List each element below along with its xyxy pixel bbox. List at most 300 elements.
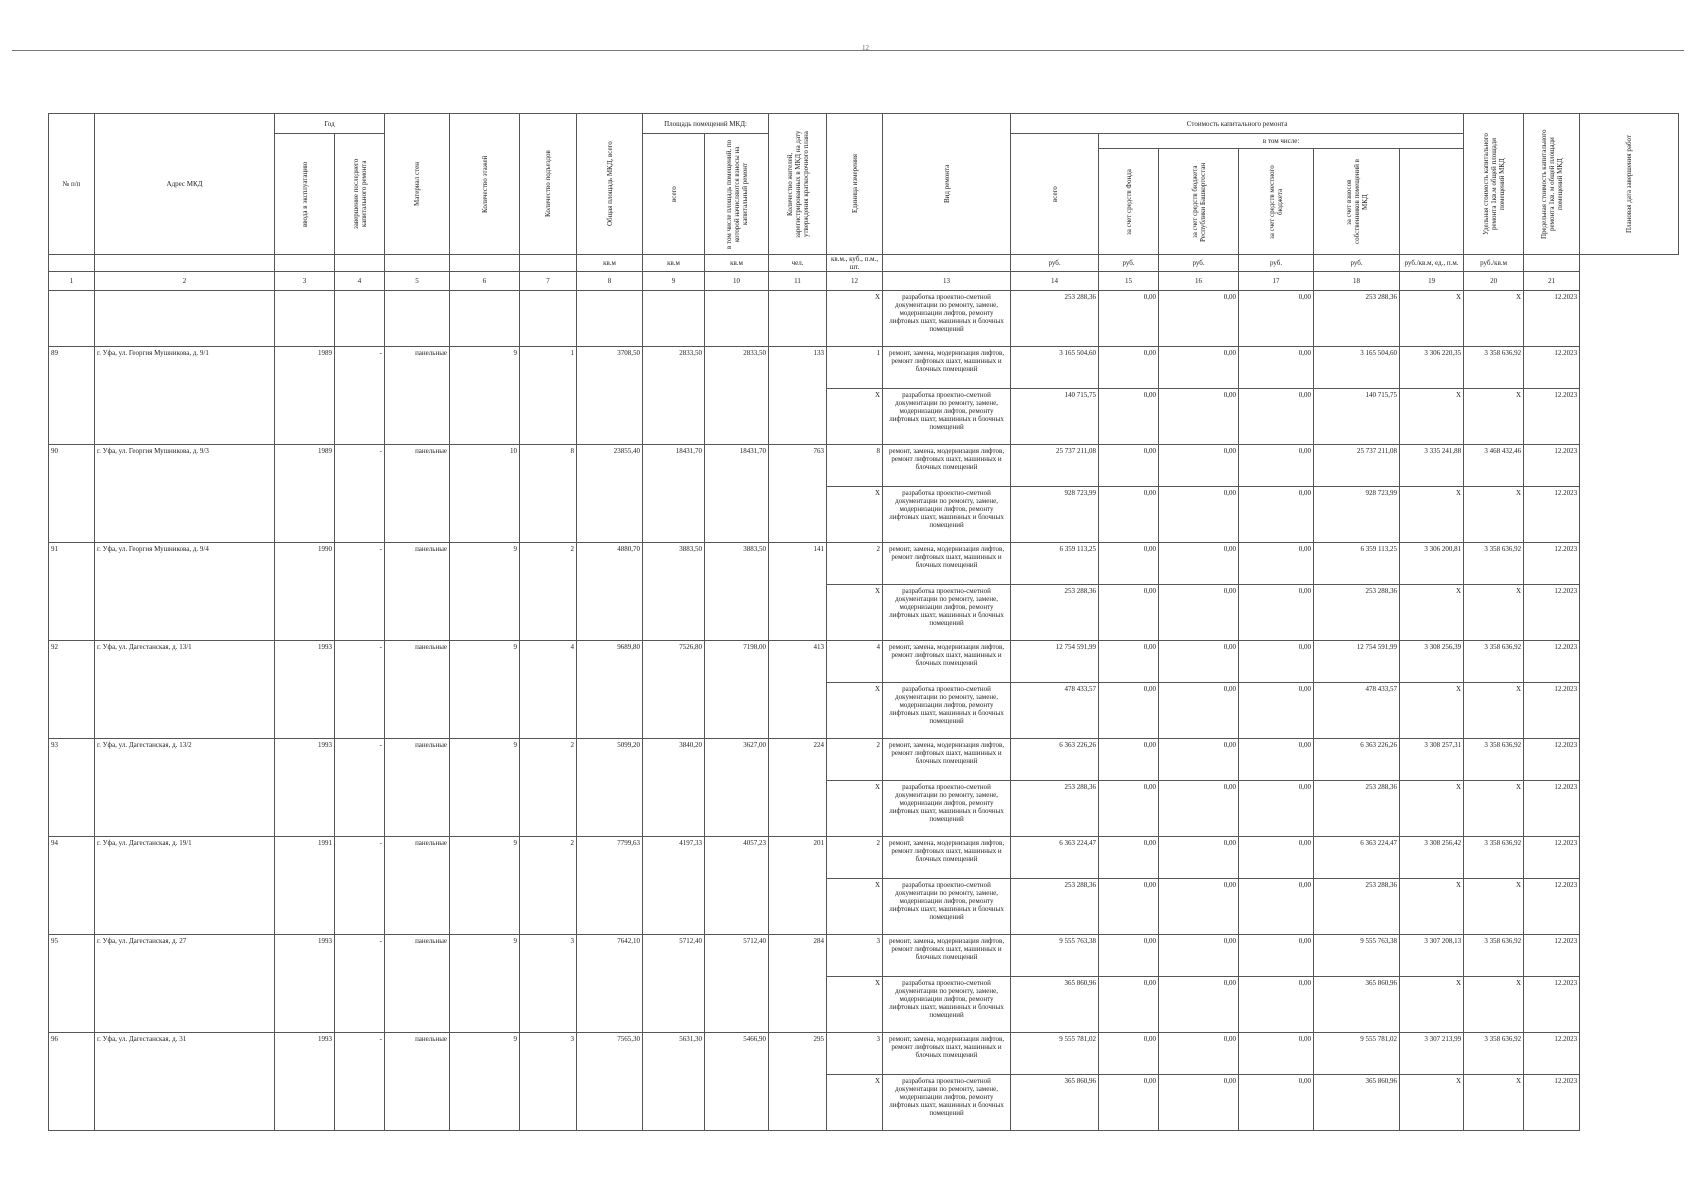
row-unit-cost: 3 308 256,42 [1400,837,1464,879]
row-local: 0,00 [1239,389,1314,445]
row-local: 0,00 [1239,445,1314,487]
row-premises-paying: 2833,50 [705,347,769,445]
row-premises-area: 4197,33 [643,837,705,935]
column-number: 16 [1159,272,1239,291]
row-work-type: ремонт, замена, модернизация лифтов, ремонт лифтовых шахт, машинных и блочных помещений [883,641,1011,683]
row-year: 1993 [275,1033,335,1131]
row-premises-area: 3883,50 [643,543,705,641]
row-number: 96 [49,1033,95,1131]
row-republic: 0,00 [1159,739,1239,781]
row-number: 93 [49,739,95,837]
row-unit-cost: X [1400,1075,1464,1131]
row-address: г. Уфа, ул. Георгия Мушникова, д. 9/4 [95,543,275,641]
row-unit-cost: X [1400,781,1464,837]
row-local: 0,00 [1239,837,1314,879]
row-wall-material: панельные [385,837,450,935]
row-number: 92 [49,641,95,739]
row-work-type: ремонт, замена, модернизация лифтов, ремонт лифтовых шахт, машинных и блочных помещений [883,445,1011,487]
table-row [49,445,1679,487]
row-republic: 0,00 [1159,781,1239,837]
row-premises-area: 5631,30 [643,1033,705,1131]
row-owners: 9 555 781,02 [1314,1033,1400,1075]
unit-cell: руб. [1011,255,1099,272]
row-republic: 0,00 [1159,935,1239,977]
column-number: 20 [1464,272,1524,291]
row-floors: 9 [450,543,520,641]
row-republic: 0,00 [1159,837,1239,879]
row-unit: X [827,1075,883,1131]
row-date: 12.2023 [1524,879,1580,935]
row-unit-cost: 3 335 241,88 [1400,445,1464,487]
row-wall-material: панельные [385,739,450,837]
column-number: 3 [275,272,335,291]
header-cost-republic: за счет средств бюджета Республики Башкортостан [1159,149,1239,255]
row-address: г. Уфа, ул. Дагестанская, д. 13/2 [95,739,275,837]
row-local: 0,00 [1239,1033,1314,1075]
row-owners: 6 363 226,26 [1314,739,1400,781]
row-total-area: 7565,30 [577,1033,643,1131]
row-republic: 0,00 [1159,445,1239,487]
row-owners: 365 860,96 [1314,977,1400,1033]
column-number: 19 [1400,272,1464,291]
unit-cell: кв.м [643,255,705,272]
row-date: 12.2023 [1524,641,1580,683]
table-row [49,347,1679,389]
column-number: 8 [577,272,643,291]
row-total: 478 433,57 [1011,683,1099,739]
row-owners: 478 433,57 [1314,683,1400,739]
row-date: 12.2023 [1524,445,1580,487]
row-total: 9 555 763,38 [1011,935,1099,977]
row-limit: 3 358 636,92 [1464,935,1524,977]
row-fund: 0,00 [1099,739,1159,781]
row-local: 0,00 [1239,585,1314,641]
row-republic: 0,00 [1159,585,1239,641]
row-total-area: 7799,63 [577,837,643,935]
row-floors: 9 [450,739,520,837]
row-residents: 763 [769,445,827,543]
row-floors: 9 [450,1033,520,1131]
row-unit: 8 [827,445,883,487]
row-address: г. Уфа, ул. Дагестанская, д. 19/1 [95,837,275,935]
unit-cell: руб. [1314,255,1400,272]
row-total: 12 754 591,99 [1011,641,1099,683]
column-number: 13 [883,272,1011,291]
row-last-repair: - [335,1033,385,1131]
row-date: 12.2023 [1524,543,1580,585]
row-work-type: ремонт, замена, модернизация лифтов, ремонт лифтовых шахт, машинных и блочных помещений [883,347,1011,389]
column-number: 21 [1524,272,1580,291]
row-year: 1989 [275,445,335,543]
row-limit: X [1464,487,1524,543]
row-entrances: 4 [520,641,577,739]
row-entrances: 3 [520,935,577,1033]
row-local: 0,00 [1239,879,1314,935]
row-unit: 3 [827,935,883,977]
row-total: 25 737 211,08 [1011,445,1099,487]
row-unit-cost: X [1400,585,1464,641]
row-total: 253 288,36 [1011,781,1099,837]
column-number: 10 [705,272,769,291]
table-row [49,543,1679,585]
row-local: 0,00 [1239,543,1314,585]
row-fund: 0,00 [1099,347,1159,389]
row-last-repair: - [335,445,385,543]
row-premises-paying: 7198,00 [705,641,769,739]
row-fund: 0,00 [1099,445,1159,487]
row-limit: 3 358 636,92 [1464,1033,1524,1075]
unit-cell: руб./кв.м [1464,255,1524,272]
row-owners: 9 555 763,38 [1314,935,1400,977]
row-fund: 0,00 [1099,683,1159,739]
row-year: 1993 [275,641,335,739]
row-owners: 25 737 211,08 [1314,445,1400,487]
header-unit: Единица измерения [827,114,883,255]
row-republic: 0,00 [1159,641,1239,683]
row-entrances: 2 [520,739,577,837]
row-unit: X [827,879,883,935]
row-premises-paying: 5712,40 [705,935,769,1033]
row-address: г. Уфа, ул. Дагестанская, д. 31 [95,1033,275,1131]
row-entrances: 8 [520,445,577,543]
row-total-area: 9689,80 [577,641,643,739]
row-local: 0,00 [1239,739,1314,781]
row-residents: 141 [769,543,827,641]
table-row [49,935,1679,977]
row-republic: 0,00 [1159,977,1239,1033]
row-total: 9 555 781,02 [1011,1033,1099,1075]
row-floors: 9 [450,641,520,739]
row-limit: 3 468 432,46 [1464,445,1524,487]
header-unit-cost: Удельная стоимость капитального ремонта 1кв.м общей площади помещений МКД [1464,114,1524,255]
row-residents: 201 [769,837,827,935]
repair-plan-table [48,113,1679,1131]
column-number: 2 [95,272,275,291]
row-unit: X [827,487,883,543]
row-work-type: ремонт, замена, модернизация лифтов, ремонт лифтовых шахт, машинных и блочных помещений [883,1033,1011,1075]
row-wall-material: панельные [385,935,450,1033]
row-work-type: ремонт, замена, модернизация лифтов, ремонт лифтовых шахт, машинных и блочных помещений [883,935,1011,977]
row-limit: 3 358 636,92 [1464,739,1524,781]
row-fund: 0,00 [1099,585,1159,641]
row-year: 1993 [275,935,335,1033]
row-address: г. Уфа, ул. Дагестанская, д. 27 [95,935,275,1033]
column-number: 14 [1011,272,1099,291]
row-local: 0,00 [1239,683,1314,739]
row-unit-cost: X [1400,977,1464,1033]
row-limit: 3 358 636,92 [1464,641,1524,683]
row-owners: 253 288,36 [1314,781,1400,837]
row-premises-area: 5712,40 [643,935,705,1033]
row-total-area: 3708,50 [577,347,643,445]
row-number: 95 [49,935,95,1033]
unit-cell: кв.м., куб., п.м., шт. [827,255,883,272]
row-wall-material: панельные [385,445,450,543]
row-floors: 10 [450,445,520,543]
row-unit: X [827,683,883,739]
row-premises-area: 2833,50 [643,347,705,445]
row-fund: 0,00 [1099,837,1159,879]
header-premises-area: Площадь помещений МКД: [643,114,769,134]
row-entrances: 3 [520,1033,577,1131]
table-row [49,1033,1679,1075]
row-work-type: разработка проектно-сметной документации по ремонту, замене, модернизации лифтов, ремонту лифтовых шахт, машинных и блочных помещений [883,585,1011,641]
row-year: 1990 [275,543,335,641]
row-unit: X [827,781,883,837]
row-limit: X [1464,879,1524,935]
header-address: Адрес МКД [95,114,275,255]
header-cost-local: за счет средств местного бюджета [1239,149,1314,255]
table-row [49,837,1679,879]
row-residents: 295 [769,1033,827,1131]
row-local: 0,00 [1239,1075,1314,1131]
row-limit: 3 358 636,92 [1464,543,1524,585]
units-row [49,255,1679,272]
header-year-last-repair: завершение последнего капитального ремонта [335,134,385,255]
row-last-repair: - [335,739,385,837]
unit-cell: руб. [1239,255,1314,272]
row-owners: 6 359 113,25 [1314,543,1400,585]
header-premises-total: всего [643,134,705,255]
row-local: 0,00 [1239,781,1314,837]
header-floors: Количество этажей [450,114,520,255]
row-owners: 6 363 224,47 [1314,837,1400,879]
row-residents: 284 [769,935,827,1033]
top-rule-line [12,50,1684,51]
row-owners: 12 754 591,99 [1314,641,1400,683]
header-no: № п/п [49,114,95,255]
row-fund: 0,00 [1099,487,1159,543]
row-local: 0,00 [1239,641,1314,683]
row-limit: X [1464,389,1524,445]
row-fund: 0,00 [1099,641,1159,683]
row-work-type: разработка проектно-сметной документации по ремонту, замене, модернизации лифтов, ремонту лифтовых шахт, машинных и блочных помещений [883,683,1011,739]
row-fund: 0,00 [1099,1033,1159,1075]
row-premises-paying: 5466,90 [705,1033,769,1131]
header-year-commission: ввода в эксплуатацию [275,134,335,255]
row-work-type: разработка проектно-сметной документации по ремонту, замене, модернизации лифтов, ремонту лифтовых шахт, машинных и блочных помещений [883,487,1011,543]
header-cost: Стоимость капитального ремонта [1011,114,1464,134]
row-total-area: 23855,40 [577,445,643,543]
header-work: Вид ремонта [883,114,1011,255]
row-total: 6 359 113,25 [1011,543,1099,585]
row-date: 12.2023 [1524,739,1580,781]
row-wall-material: панельные [385,543,450,641]
column-number: 18 [1314,272,1400,291]
row-total-area: 4880,70 [577,543,643,641]
row-last-repair: - [335,543,385,641]
row-limit: X [1464,1075,1524,1131]
row-limit: 3 358 636,92 [1464,347,1524,389]
header-cost-fund: за счет средств Фонда [1099,149,1159,255]
row-total-area: 7642,10 [577,935,643,1033]
unit-cell: кв.м [705,255,769,272]
row-unit-cost: 3 308 257,31 [1400,739,1464,781]
row-premises-paying: 4057,23 [705,837,769,935]
row-republic: 0,00 [1159,487,1239,543]
row-work-type: разработка проектно-сметной документации по ремонту, замене, модернизации лифтов, ремонту лифтовых шахт, машинных и блочных помещений [883,781,1011,837]
row-owners: 253 288,36 [1314,585,1400,641]
row-unit-cost: 3 306 200,81 [1400,543,1464,585]
column-number: 12 [827,272,883,291]
row-date: 12.2023 [1524,487,1580,543]
row-unit-cost: 3 307 213,99 [1400,1033,1464,1075]
column-number: 7 [520,272,577,291]
row-limit: X [1464,781,1524,837]
row-work-type: разработка проектно-сметной документации по ремонту, замене, модернизации лифтов, ремонту лифтовых шахт, машинных и блочных помещений [883,977,1011,1033]
row-last-repair: - [335,837,385,935]
row-unit: 2 [827,739,883,781]
row-floors: 9 [450,837,520,935]
row-year: 1991 [275,837,335,935]
row-floors: 9 [450,347,520,445]
row-owners: 3 165 504,60 [1314,347,1400,389]
row-total: 3 165 504,60 [1011,347,1099,389]
column-number: 6 [450,272,520,291]
row-republic: 0,00 [1159,1075,1239,1131]
page-number: 12 [862,44,869,52]
row-limit: X [1464,585,1524,641]
row-number: 89 [49,347,95,445]
row-unit: 4 [827,641,883,683]
row-entrances: 2 [520,837,577,935]
row-address: г. Уфа, ул. Дагестанская, д. 13/1 [95,641,275,739]
row-limit: 3 358 636,92 [1464,837,1524,879]
column-number: 9 [643,272,705,291]
row-fund: 0,00 [1099,879,1159,935]
row-unit-cost: 3 307 208,13 [1400,935,1464,977]
row-residents: 133 [769,347,827,445]
row-year: 1993 [275,739,335,837]
table-row [49,739,1679,781]
row-number: 94 [49,837,95,935]
row-date: 12.2023 [1524,683,1580,739]
row-total: 6 363 224,47 [1011,837,1099,879]
row-unit: 3 [827,1033,883,1075]
row-republic: 0,00 [1159,389,1239,445]
row-owners: 365 860,96 [1314,1075,1400,1131]
row-unit: 1 [827,347,883,389]
row-republic: 0,00 [1159,347,1239,389]
row-limit: X [1464,977,1524,1033]
row-local: 0,00 [1239,347,1314,389]
table-row: X разработка проектно-сметной документации по ремонту, замене, модернизации лифтов, ремонту лифтовых шахт, машинных и блочных помещений 253 288,36 0,00 0,00 0,00 253 288,36 X X 12.2023 [49,291,1679,347]
row-work-type: разработка проектно-сметной документации по ремонту, замене, модернизации лифтов, ремонту лифтовых шахт, машинных и блочных помещений [883,389,1011,445]
unit-cell: руб./кв.м, ед., п.м. [1400,255,1464,272]
row-wall-material: панельные [385,347,450,445]
row-last-repair: - [335,347,385,445]
row-premises-area: 18431,70 [643,445,705,543]
unit-cell: чел. [769,255,827,272]
row-total: 365 860,96 [1011,1075,1099,1131]
row-unit: 2 [827,837,883,879]
row-owners: 140 715,75 [1314,389,1400,445]
row-date: 12.2023 [1524,1033,1580,1075]
header-residents: Количество жителей, зарегистрированных в МКД на дату утверждения краткосрочного плана [769,114,827,255]
row-date: 12.2023 [1524,1075,1580,1131]
header-plan-date: Плановая дата завершения работ [1580,114,1679,255]
row-number: 91 [49,543,95,641]
table-row [49,641,1679,683]
row-owners: 928 723,99 [1314,487,1400,543]
row-fund: 0,00 [1099,977,1159,1033]
row-total: 253 288,36 [1011,879,1099,935]
row-fund: 0,00 [1099,543,1159,585]
row-unit-cost: X [1400,879,1464,935]
header-cost-owners: за счет взносов собственников помещений в МКД [1314,149,1400,255]
header-limit-cost: Предельная стоимость капитального ремонта 1кв. м общей площади помещений МКД [1524,114,1580,255]
header-year: Год [275,114,385,134]
row-total-area: 5099,20 [577,739,643,837]
row-total: 6 363 226,26 [1011,739,1099,781]
header-wall: Материал стен [385,114,450,255]
row-date: 12.2023 [1524,347,1580,389]
row-limit: X [1464,683,1524,739]
row-premises-area: 7526,80 [643,641,705,739]
row-unit-cost: X [1400,683,1464,739]
row-work-type: ремонт, замена, модернизация лифтов, ремонт лифтовых шахт, машинных и блочных помещений [883,837,1011,879]
row-local: 0,00 [1239,935,1314,977]
unit-cell: руб. [1099,255,1159,272]
row-unit: X [827,389,883,445]
row-local: 0,00 [1239,977,1314,1033]
header-premises-paying: в том числе площадь помещений, по которой начисляются взносы на капитальный ремонт [705,134,769,255]
row-unit-cost: 3 308 256,39 [1400,641,1464,683]
row-work-type: ремонт, замена, модернизация лифтов, ремонт лифтовых шахт, машинных и блочных помещений [883,543,1011,585]
row-unit: X [827,977,883,1033]
unit-cell: руб. [1159,255,1239,272]
row-last-repair: - [335,641,385,739]
row-date: 12.2023 [1524,781,1580,837]
row-republic: 0,00 [1159,683,1239,739]
row-number: 90 [49,445,95,543]
row-wall-material: панельные [385,641,450,739]
row-date: 12.2023 [1524,977,1580,1033]
header-cost-incl: в том числе: [1099,134,1464,149]
row-unit-cost: X [1400,389,1464,445]
row-premises-area: 3840,20 [643,739,705,837]
row-republic: 0,00 [1159,543,1239,585]
row-last-repair: - [335,935,385,1033]
row-unit-cost: 3 306 220,35 [1400,347,1464,389]
row-unit-cost: X [1400,487,1464,543]
column-number: 4 [335,272,385,291]
column-number: 17 [1239,272,1314,291]
row-address: г. Уфа, ул. Георгия Мушникова, д. 9/1 [95,347,275,445]
row-fund: 0,00 [1099,935,1159,977]
unit-cell: кв.м [577,255,643,272]
header-cost-total: всего [1011,134,1099,255]
column-number: 1 [49,272,95,291]
row-work-type: разработка проектно-сметной документации по ремонту, замене, модернизации лифтов, ремонту лифтовых шахт, машинных и блочных помещений [883,1075,1011,1131]
row-date: 12.2023 [1524,389,1580,445]
row-work-type: ремонт, замена, модернизация лифтов, ремонт лифтовых шахт, машинных и блочных помещений [883,739,1011,781]
header-total-area: Общая площадь МКД, всего [577,114,643,255]
row-total: 365 860,96 [1011,977,1099,1033]
row-year: 1989 [275,347,335,445]
row-date: 12.2023 [1524,935,1580,977]
row-date: 12.2023 [1524,585,1580,641]
row-premises-paying: 3627,00 [705,739,769,837]
row-local: 0,00 [1239,487,1314,543]
row-entrances: 2 [520,543,577,641]
row-total: 253 288,36 [1011,585,1099,641]
row-fund: 0,00 [1099,1075,1159,1131]
row-republic: 0,00 [1159,1033,1239,1075]
row-unit: 2 [827,543,883,585]
row-republic: 0,00 [1159,879,1239,935]
row-fund: 0,00 [1099,781,1159,837]
